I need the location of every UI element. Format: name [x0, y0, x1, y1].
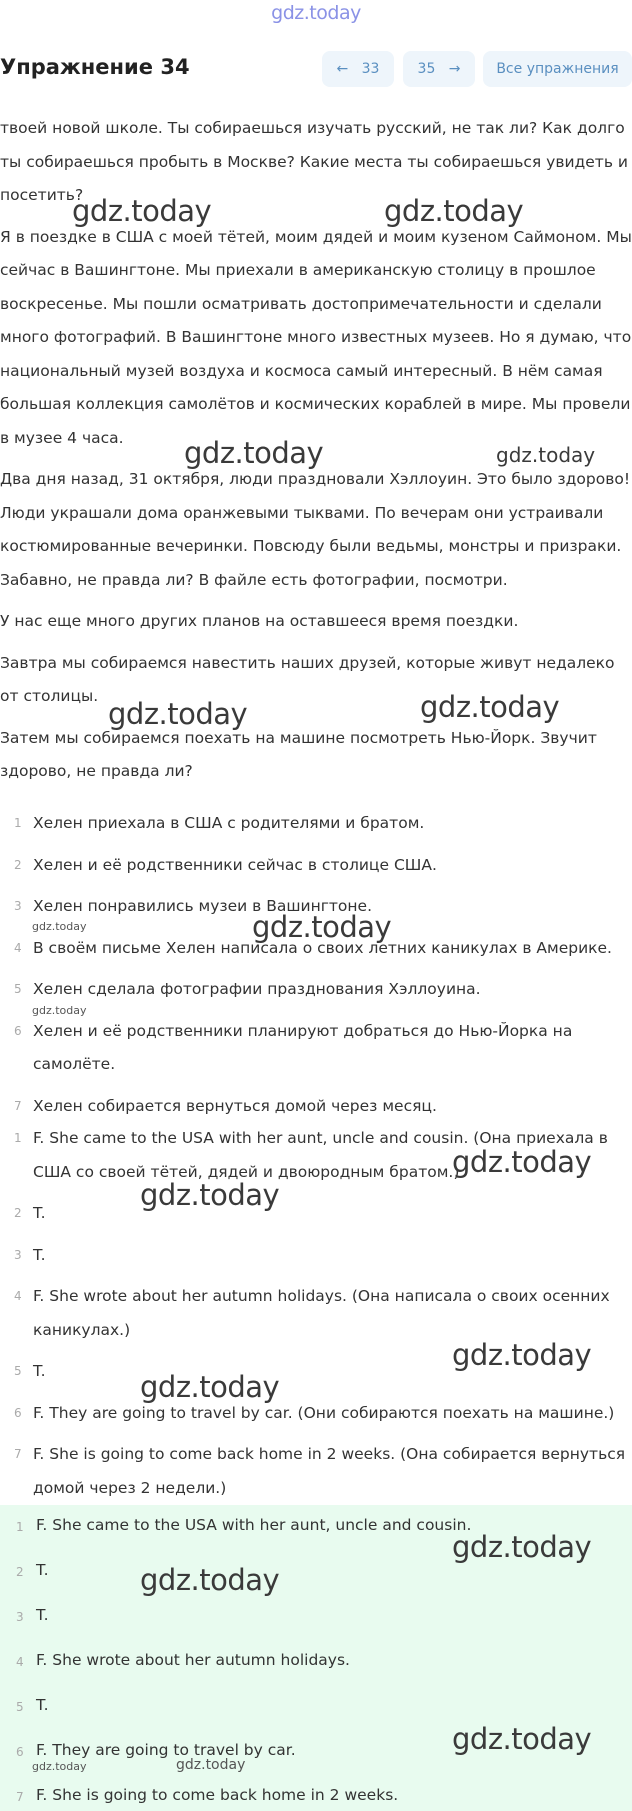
page-title: Упражнение 34 [0, 55, 190, 79]
item-text: F. She is going to come back home in 2 weeks. [36, 1786, 399, 1804]
letter-paragraph: Завтра мы собираемся навестить наших друзей, которые живут недалеко от столицы. [0, 653, 615, 705]
item-number: 4 [14, 1289, 22, 1303]
item-number: 3 [16, 1610, 24, 1624]
watermark: gdz.today [184, 436, 324, 470]
item-number: 2 [16, 1565, 24, 1579]
watermark: gdz.today [452, 1722, 592, 1756]
list-item [0, 932, 632, 966]
item-number: 2 [14, 1206, 22, 1220]
list-item [0, 1197, 632, 1231]
letter-paragraph: Затем мы собираемся поехать на машине посмотреть Нью-Йорк. Звучит здорово, не правда ли? [0, 728, 597, 780]
item-number: 5 [14, 982, 22, 996]
item-number: 6 [16, 1745, 24, 1759]
item-text: Хелен и её родственники планируют добраться до Нью-Йорка на самолёте. [33, 1021, 573, 1073]
arrow-right-icon: → [448, 61, 461, 77]
arrow-left-icon: ← [336, 61, 349, 77]
list-item [0, 1603, 632, 1633]
site-logo[interactable]: gdz.today [271, 2, 361, 24]
prev-exercise-label: 33 [361, 61, 380, 77]
item-number: 5 [14, 1364, 22, 1378]
list-item [0, 1438, 632, 1505]
item-number: 5 [16, 1700, 24, 1714]
next-exercise-button[interactable] [403, 51, 475, 87]
item-text: T. [33, 1204, 46, 1222]
item-text: F. She wrote about her autumn holidays. [36, 1651, 350, 1669]
item-number: 7 [16, 1790, 24, 1804]
item-text: T. [33, 1362, 46, 1380]
list-item [0, 973, 632, 1007]
list-item [0, 1513, 632, 1543]
watermark: gdz.today [32, 1004, 87, 1017]
watermark: gdz.today [176, 1757, 246, 1773]
watermark: gdz.today [140, 1563, 280, 1597]
item-number: 3 [14, 899, 22, 913]
list-item [0, 1280, 632, 1347]
item-text: F. She came to the USA with her aunt, uncle and cousin. [36, 1516, 472, 1534]
item-number: 4 [16, 1655, 24, 1669]
watermark: gdz.today [32, 1760, 87, 1773]
watermark: gdz.today [452, 1530, 592, 1564]
watermark: gdz.today [452, 1338, 592, 1372]
list-item [0, 1015, 632, 1082]
item-number: 7 [14, 1447, 22, 1461]
list-item [0, 1693, 632, 1723]
watermark: gdz.today [420, 690, 560, 724]
answers-list [0, 1122, 632, 1505]
letter-paragraph: У нас еще много других планов на оставшееся время поездки. [0, 612, 519, 630]
item-text: T. [36, 1606, 49, 1624]
item-text: Хелен приехала в США с родителями и братом. [33, 814, 425, 832]
watermark: gdz.today [496, 443, 596, 467]
list-item [0, 890, 632, 924]
list-item [0, 1558, 632, 1588]
item-number: 2 [14, 857, 22, 872]
list-item [0, 1397, 632, 1431]
statements-list [0, 807, 632, 1131]
item-text: Хелен понравились музеи в Вашингтоне. [33, 897, 373, 915]
item-number: 3 [14, 1247, 22, 1262]
list-item [0, 1738, 632, 1768]
watermark: gdz.today [452, 1145, 592, 1179]
watermark: gdz.today [32, 920, 87, 933]
item-number: 1 [14, 816, 22, 830]
item-number: 4 [14, 940, 22, 955]
list-item [0, 807, 632, 841]
all-exercises-button[interactable]: Все упражнения [483, 51, 632, 87]
list-item [0, 1090, 632, 1124]
item-text: Хелен сделала фотографии празднования Хэллоуина. [33, 980, 481, 998]
watermark: gdz.today [384, 194, 524, 228]
list-item [0, 1783, 632, 1811]
watermark: gdz.today [252, 910, 392, 944]
letter-text [0, 112, 632, 797]
short-answers-panel [0, 1505, 632, 1811]
item-text: В своём письме Хелен написала о своих летних каникулах в Америке. [33, 938, 612, 957]
prev-exercise-button[interactable] [322, 51, 394, 87]
list-item [0, 1648, 632, 1678]
item-text: F. They are going to travel by car. [36, 1741, 296, 1759]
item-text: F. She wrote about her autumn holidays. (Она написала о своих осенних каникулах.) [33, 1287, 610, 1339]
item-text: Хелен собирается вернуться домой через месяц. [33, 1096, 437, 1115]
item-number: 6 [14, 1023, 22, 1038]
item-text: T. [36, 1696, 49, 1714]
letter-paragraph: твоей новой школе. Ты собираешься изучать русский, не так ли? Как долго ты собираешься пробыть в Москве? Какие места ты собираешься увидеть и посетить? [0, 119, 628, 204]
watermark: gdz.today [140, 1178, 280, 1212]
item-text: T. [36, 1561, 49, 1579]
list-item [0, 849, 632, 883]
watermark: gdz.today [140, 1370, 280, 1404]
item-text: F. She came to the USA with her aunt, uncle and cousin. (Она приехала в США со своей тётей, дядей и двоюродным братом.) [33, 1129, 608, 1181]
item-number: 7 [14, 1098, 22, 1113]
item-number: 1 [14, 1131, 22, 1145]
watermark: gdz.today [108, 697, 248, 731]
next-exercise-label: 35 [417, 61, 436, 77]
item-text: F. She is going to come back home in 2 weeks. (Она собирается вернуться домой через 2 недели.) [33, 1445, 626, 1497]
exercise-header [0, 44, 632, 94]
list-item [0, 1355, 632, 1389]
list-item [0, 1239, 632, 1273]
letter-paragraph: Я в поездке в США с моей тётей, моим дядей и моим кузеном Саймоном. Мы сейчас в Вашингтоне. Мы приехали в американскую столицу в прошлое воскресенье. Мы пошли осматривать достопримечательности и сделали много фотографий. В Вашингтоне много известных музеев. Но я думаю, что национальный музей воздуха и космоса самый интересный. В нём самая большая коллекция самолётов и космических кораблей в мире. Мы провели в музее 4 часа. [0, 227, 632, 447]
item-text: Хелен и её родственники сейчас в столице США. [33, 855, 437, 874]
item-number: 1 [16, 1520, 24, 1534]
watermark: gdz.today [72, 194, 212, 228]
item-text: T. [33, 1245, 46, 1264]
item-text: F. They are going to travel by car. (Они собираются поехать на машине.) [33, 1403, 615, 1422]
list-item [0, 1122, 632, 1189]
letter-paragraph: Два дня назад, 31 октября, люди праздновали Хэллоуин. Это было здорово! Люди украшали дома оранжевыми тыквами. По вечерам они устраивали костюмированные вечеринки. Повсюду были ведьмы, монстры и призраки. Забавно, не правда ли? В файле есть фотографии, посмотри. [0, 470, 631, 589]
item-number: 6 [14, 1405, 22, 1420]
